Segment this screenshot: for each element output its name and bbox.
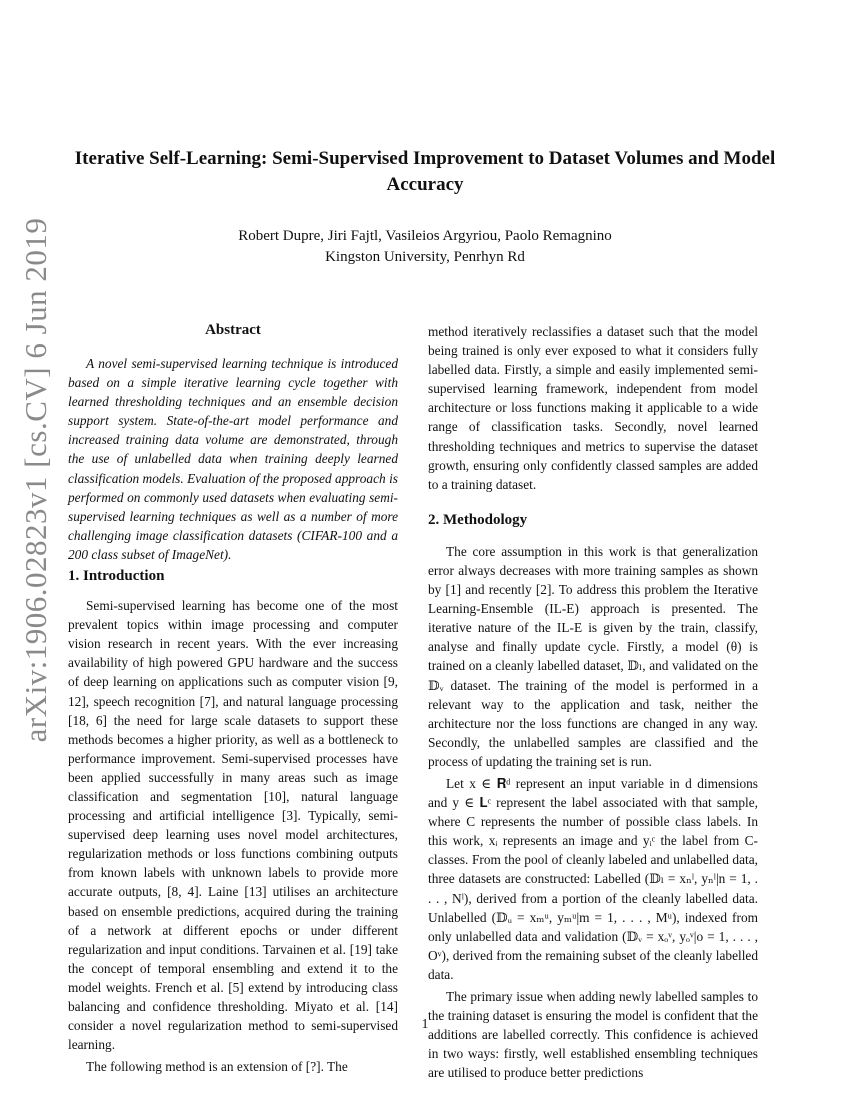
introduction-continued-paragraph: method iteratively reclassifies a dataset such that the model being trained is only ever exposed to what it considers fully labelled data. Firstly, a simple and easily implemented semi-supervised learning framework, independent from model architecture or loss functions making it applicable to a wide range of classification tasks. Secondly, novel learned thresholding techniques and metrics to supervise the dataset growth, ensuring only confidently classed samples are added to a training dataset.: [428, 324, 758, 492]
introduction-paragraph-1: Semi-supervised learning has become one of the most prevalent topics within image processing and computer vision research in recent years. With the ever increasing availability of high powered GPU hardware and the success of deep learning on applications such as computer vision [9, 12], speech recognition [7], and natural language processing [18, 6] the need for large scale datasets to support these methods becomes a higher priority, as well as a bottleneck to performance improvement. Semi-supervised processes have been applied successfully in many areas such as image classification and segmentation [10], natural language processing and artificial intelligence [3]. Typically, semi-supervised deep learning uses novel model architectures, regularization methods or loss functions combining outputs from known labels with unknown labels to provide more accurate outputs, [8, 4]. Laine [13] utilises an architecture based on ensemble predictions, acquired during the training of a network at different epochs or under different regularization and input conditions. Tarvainen et al. [19] take the concept of temporal ensembling and extend it to the model weights. French et al. [5] extend by introducing class balancing and confidence thresholding. Miyato et al. [14] consider a novel regularization method to semi-supervised learning.: [68, 598, 398, 1053]
methodology-heading: 2. Methodology: [428, 511, 528, 528]
author-block: [70, 226, 780, 268]
page-number: 1: [421, 1016, 429, 1031]
right-column: [428, 322, 758, 1082]
author-names: Robert Dupre, Jiri Fajtl, Vasileios Argyriou, Paolo Remagnino: [238, 228, 612, 244]
arxiv-identifier-stamp: [16, 217, 56, 743]
methodology-paragraph-2: Let x ∈ 𝐑ᵈ represent an input variable in d dimensions and y ∈ 𝐋ᶜ represent the label associated with that sample, where C represents the number of possible class labels. In this work, xᵢ represents an image and yᵢᶜ the label from C-classes. From the pool of cleanly labeled and unlabelled data, three datasets are constructed: Labelled (𝔻ₗ = xₙˡ, yₙˡ|n = 1, . . . , Nˡ), derived from a portion of the cleanly labelled data. Unlabelled (𝔻ᵤ = xₘᵘ, yₘᵘ|m = 1, . . . , Mᵘ), indexed from only unlabelled data and validation (𝔻ᵥ = xₒᵛ, yₒᵛ|o = 1, . . . , Oᵛ), derived from the remaining subset of the cleanly labelled data.: [428, 775, 758, 982]
abstract-text: A novel semi-supervised learning technique is introduced based on a simple iterative learning cycle together with learned thresholding techniques and an ensemble decision support system. State-of-the-art model performance and increased training data volume are demonstrated, through the use of unlabelled data when training deeply learned classification models. Evaluation of the proposed approach is performed on commonly used datasets when evaluating semi-supervised learning techniques as well as a number of more challenging image classification datasets (CIFAR-100 and a 200 class subset of ImageNet).: [68, 356, 398, 562]
introduction-heading: 1. Introduction: [68, 568, 165, 585]
abstract-heading: Abstract: [205, 322, 261, 338]
abstract-body: [68, 354, 398, 564]
introduction-paragraph-2: The following method is an extension of [?]. The: [86, 1059, 348, 1075]
methodology-paragraph-1: The core assumption in this work is that generalization error always decreases with more training samples as shown by [1] and recently [2]. To address this problem the Iterative Learning-Ensemble (IL-E) approach is presented. The iterative nature of the IL-E is given by the train, classify, analyse and finally update cycle. Firstly, a model (θ) is trained on a cleanly labelled dataset, 𝔻ₗ, and validated on the 𝔻ᵥ dataset. The training of the model is performed in a relevant way to the application and task, neither the architecture nor the loss functions are changed in any way. Secondly, the unlabelled samples are classified and the process of updating the training set is run.: [428, 543, 758, 769]
methodology-paragraph-3: The primary issue when adding newly labelled samples to the training dataset is ensuring the model is confident that the additions are labelled correctly. This confidence is achieved in two ways: firstly, well established ensembling techniques are utilised to produce better predictions: [428, 989, 758, 1081]
paper-title: Iterative Self-Learning: Semi-Supervised Improvement to Dataset Volumes and Model Accuracy: [74, 148, 776, 195]
arxiv-identifier-text: arXiv:1906.02823v1 [cs.CV] 6 Jun 2019: [18, 217, 53, 743]
author-affiliation: Kingston University, Penrhyn Rd: [325, 249, 525, 265]
left-column: [68, 320, 398, 1076]
